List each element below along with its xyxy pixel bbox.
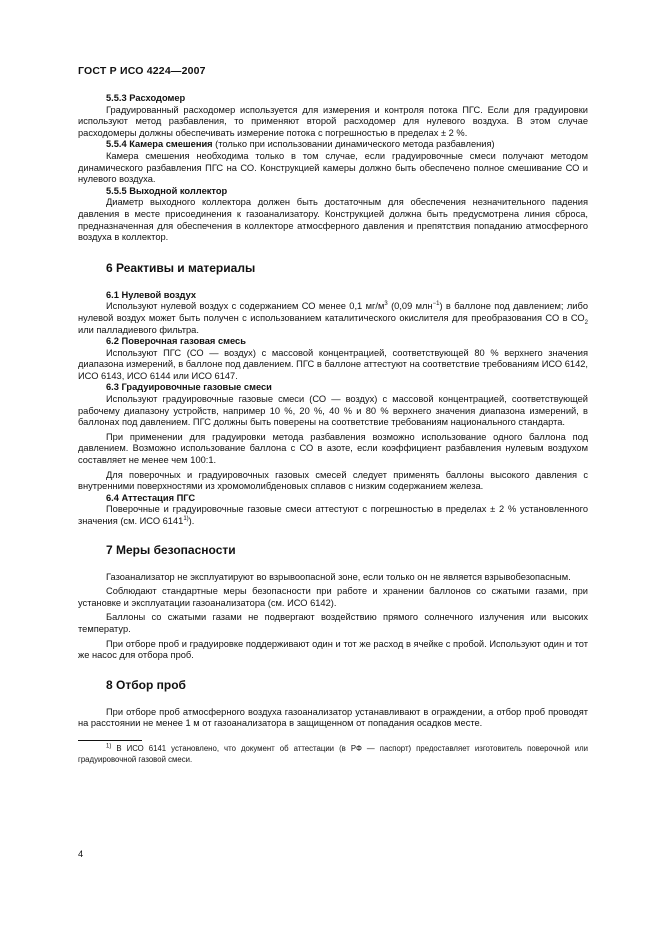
section-7-title: 7 Меры безопасности: [106, 542, 236, 557]
paragraph-7-2: Соблюдают стандартные меры безопасности при работе и хранении баллонов со сжатыми газами, при установке и эксплуатации газоанализатора (см. ИСО 6142).: [78, 586, 588, 608]
paragraph-5-5-4: Камера смешения необходима только в том случае, если градуировочные смеси получают методом динамического разбавления ПГС на СО. Конструкцией камеры должно быть обеспечено полное смешивание СО и нулевого воздуха.: [78, 150, 588, 185]
footnote: [78, 743, 588, 766]
superscript: 3: [384, 301, 388, 308]
heading-5-5-4-title: 5.5.4 Камера смешения: [106, 139, 213, 150]
heading-6-3: 6.3 Градуировочные газовые смеси: [106, 382, 272, 393]
text-span: Поверочные и градуировочные газовые смеси аттестуют с погрешностью в пределах ± 2 % установленного значения (см. ИСО 6141: [78, 504, 588, 526]
paragraph-6-3-2: При применении для градуировки метода разбавления возможно использование одного баллона под давлением. Возможно использование баллона с СО в азоте, если коэффициент разбавления нулевым воздухом составляет не менее чем 100:1.: [78, 431, 588, 466]
text-span: (0,09 млн: [387, 301, 433, 312]
superscript: −1: [432, 301, 440, 308]
footnote-text: [78, 743, 588, 766]
text-span: ).: [188, 516, 195, 526]
subscript: 2: [584, 319, 588, 326]
paragraph-6-2: Используют ПГС (СО — воздух) с массовой концентрацией, соответствующей 80 % верхнего значения диапазона измерений, в баллоне под давлением. ПГС в баллоне аттестуют на соответствие требованиям ИСО 6142, ИСО 6143, ИСО 6144 или ИСО 6147.: [78, 347, 588, 381]
paragraph-8-1: При отборе проб атмосферного воздуха газоанализатор устанавливают в ограждении, а отбор проб проводят на расстоянии не менее 1 м от газоанализатора в защищенном от попадания осадков месте.: [78, 706, 588, 729]
heading-5-5-4-note: (только при использовании динамического метода разбавления): [212, 139, 495, 150]
paragraph-7-3: Баллоны со сжатыми газами не подвергают воздействию прямого солнечного излучения или высоких температур.: [78, 612, 588, 634]
paragraph-6-1: [78, 301, 588, 336]
paragraph-7-1: Газоанализатор не эксплуатируют во взрывоопасной зоне, если только он не является взрывобезопасным.: [106, 571, 571, 582]
text-span: Используют нулевой воздух с содержанием СО менее 0,1 мг/м: [106, 301, 385, 312]
section-6-title: 6 Реактивы и материалы: [106, 260, 256, 275]
paragraph-6-4: [78, 504, 588, 527]
paragraph-7-4: При отборе проб и градуировке поддерживают один и тот же расход в ячейке с пробой. Используют один и тот же насос для отбора проб.: [78, 638, 588, 661]
paragraph-5-5-5: Диаметр выходного коллектора должен быть достаточным для обеспечения незначительного падения давления в месте присоединения к газоанализатору. Конструкцией должна быть предусмотрена линия сброса, предназначенная для обеспечения в коллекторе атмосферного давления и препятствия попаданию атмосферного воздуха в коллектор.: [78, 197, 588, 243]
paragraph-6-3-1: Используют градуировочные газовые смеси (СО — воздух) с массовой концентрацией, соответствующей рабочему диапазону устройств, например 10 %, 20 %, 40 % и 80 % верхнего значения диапазона измерений, в баллонах под давлением. ПГС должны быть поверены на соответствие требованиям национального стандарта.: [78, 394, 588, 428]
page-content: [78, 93, 588, 766]
heading-6-1: 6.1 Нулевой воздух: [106, 289, 197, 300]
paragraph-5-5-3: Градуированный расходомер используется для измерения и контроля потока ПГС. Если для градуировки используют метод разбавления, то применяют второй расходомер для нулевого воздуха. В этом случае расходомеры должны обеспечивать измерение потока с погрешностью в пределах ± 2 %.: [78, 104, 588, 138]
footnote-body: В ИСО 6141 установлено, что документ об аттестации (в РФ — паспорт) предоставляет изготовитель поверочной или градуировочной газовой смеси.: [78, 743, 588, 765]
document-header: ГОСТ Р ИСО 4224—2007: [78, 65, 206, 77]
heading-6-4: 6.4 Аттестация ПГС: [106, 492, 196, 503]
heading-5-5-4: [78, 139, 588, 151]
paragraph-6-3-3: Для поверочных и градуировочных газовых смесей следует применять баллоны высокого давления с внутренними поверхностями из хромомолибденовых сплавов с низким содержанием железа.: [78, 469, 588, 492]
heading-5-5-3: 5.5.3 Расходомер: [106, 93, 186, 103]
text-span: или палладиевого фильтра.: [78, 324, 199, 335]
text-span: ) в баллоне под давлением; либо нулевой воздух может быть получен с использованием каталитического окислителя для преобразования СО в СО: [78, 301, 588, 323]
heading-6-2: 6.2 Поверочная газовая смесь: [106, 336, 246, 347]
footnote-ref: 1): [183, 515, 189, 522]
page-number: 4: [78, 849, 84, 859]
footnote-separator: [78, 740, 142, 741]
heading-5-5-5: 5.5.5 Выходной коллектор: [106, 185, 228, 196]
footnote-mark: 1): [106, 743, 112, 750]
section-8-title: 8 Отбор проб: [106, 677, 186, 692]
